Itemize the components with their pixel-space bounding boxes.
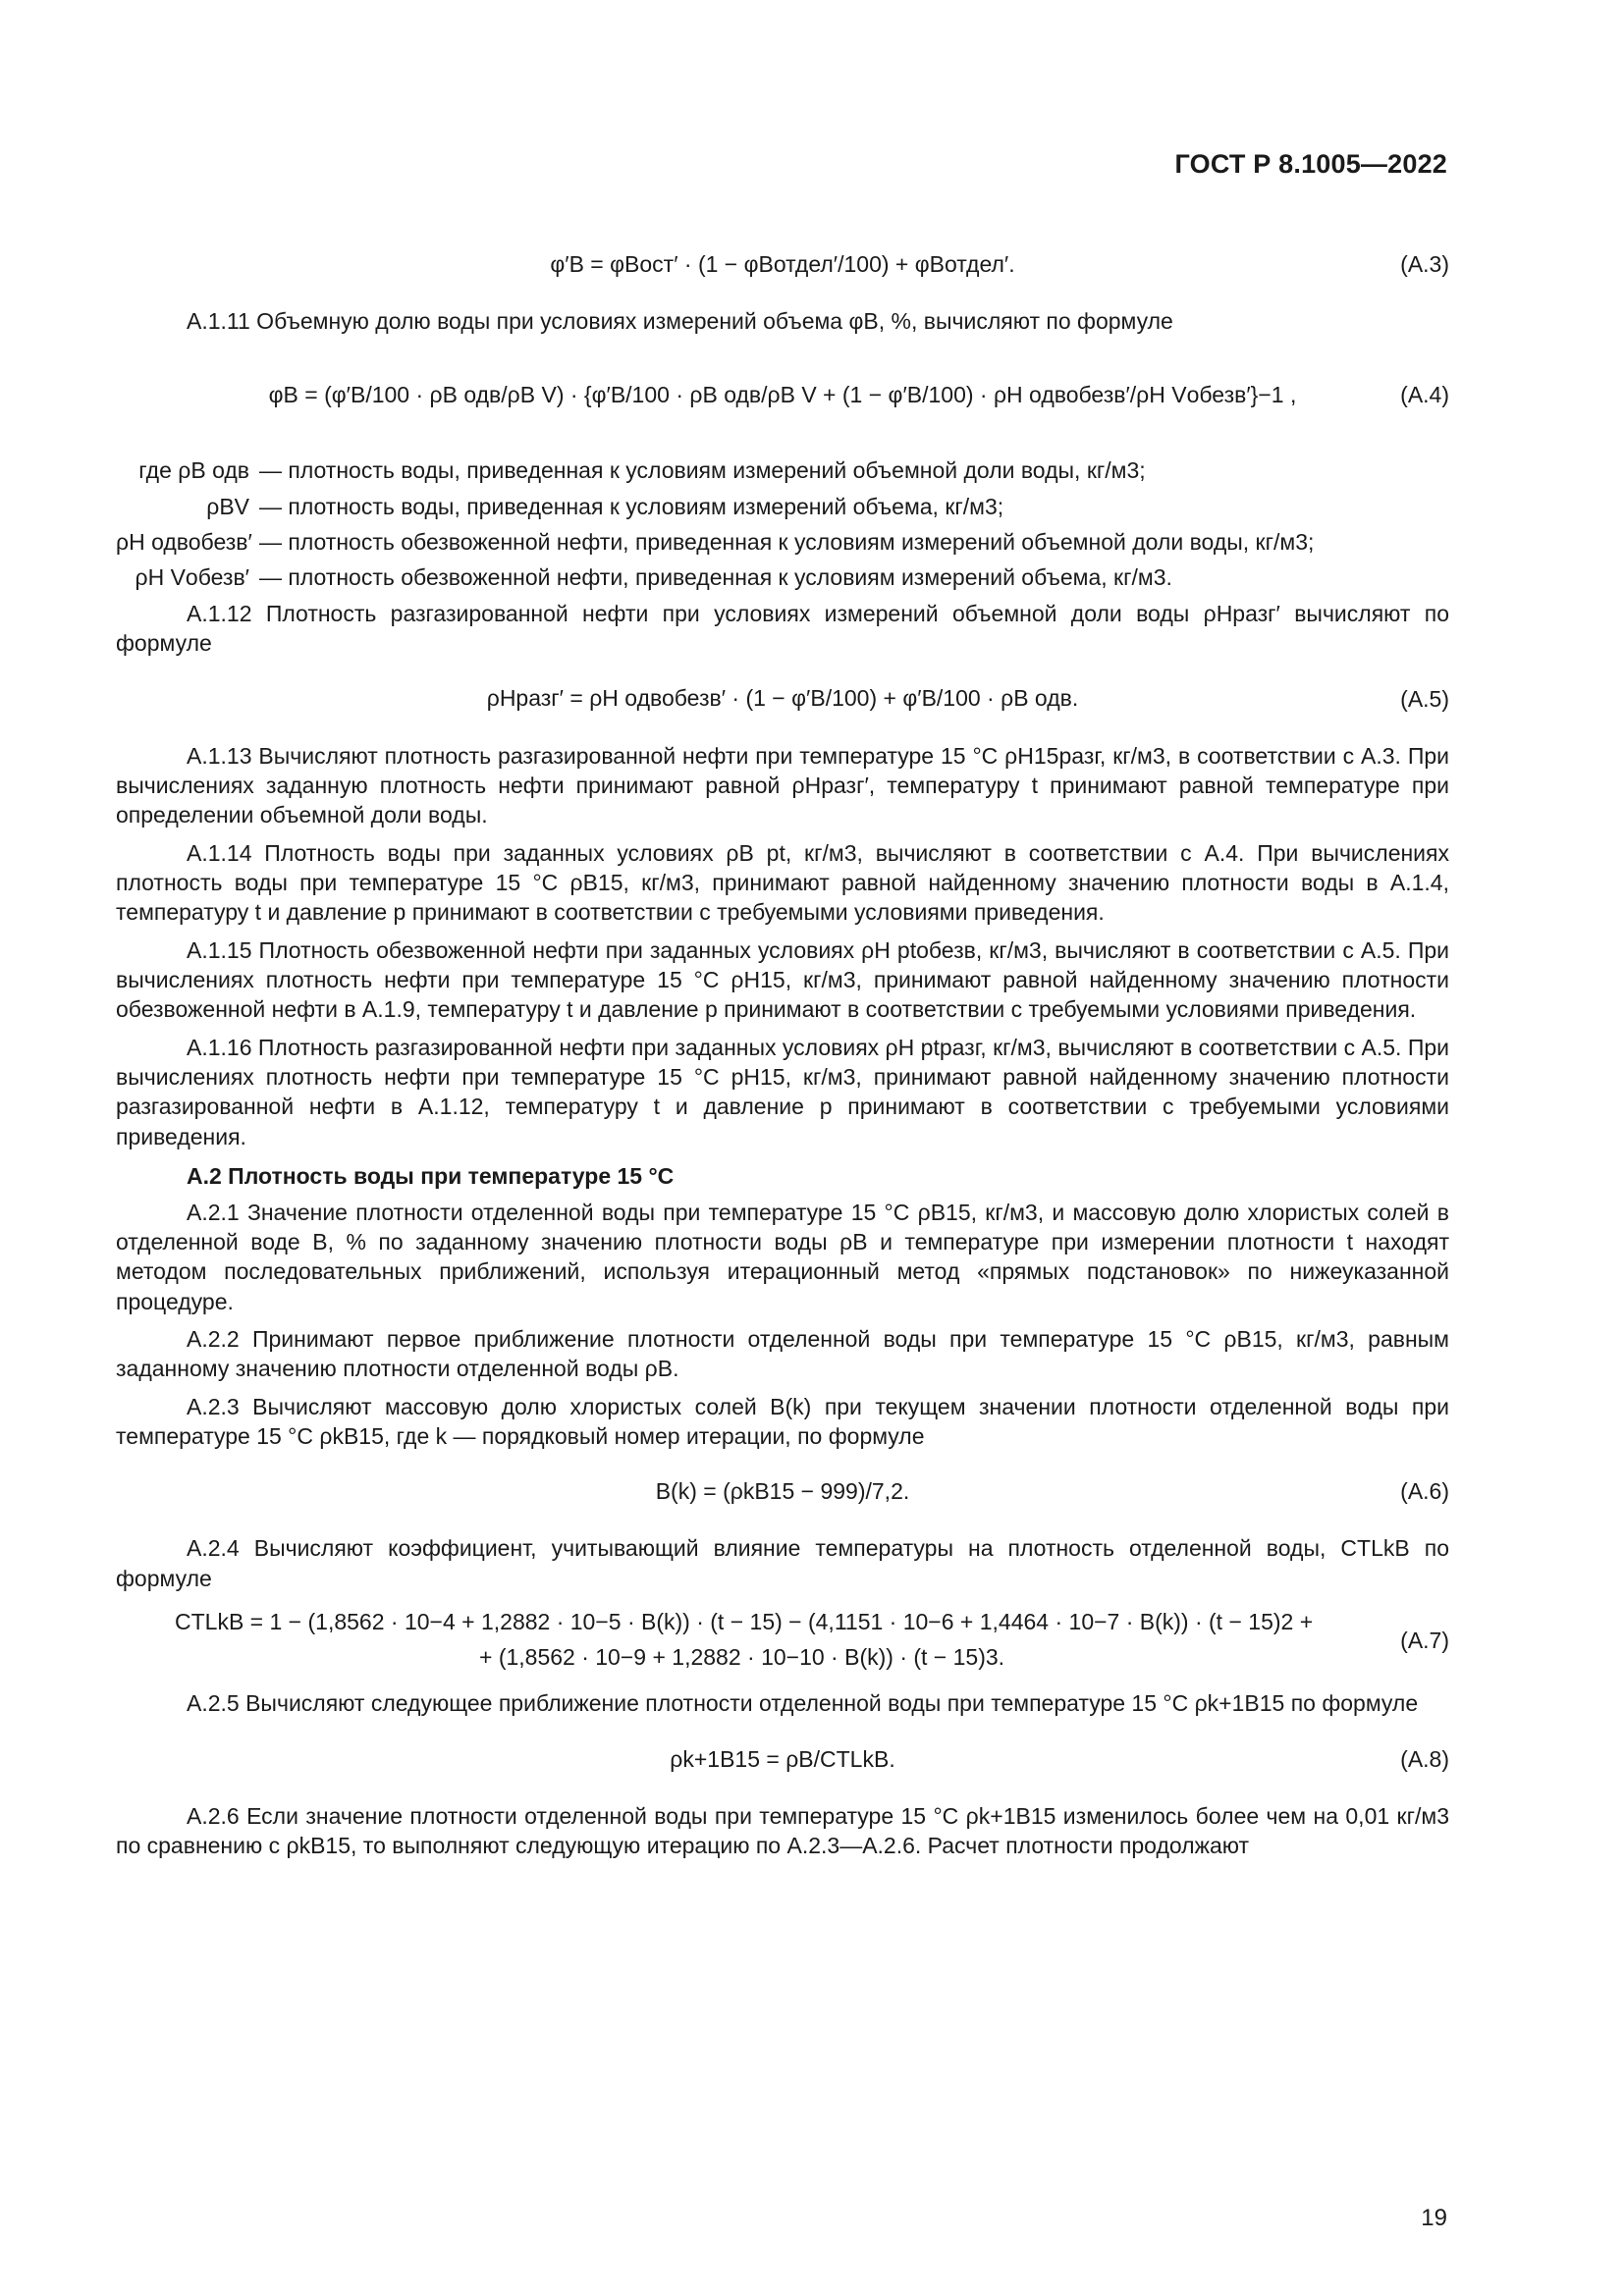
where-description: — плотность воды, приведенная к условиям измерений объема, кг/м3; xyxy=(259,493,1004,519)
where-description: — плотность обезвоженной нефти, приведенная к условиям измерений объема, кг/м3. xyxy=(259,564,1172,591)
formula-a8-number: (А.8) xyxy=(1400,1745,1449,1772)
paragraph-a1-11: А.1.11 Объемную долю воды при условиях измерений объема φВ, %, вычисляют по формуле xyxy=(187,308,1173,334)
paragraph-a2-1: А.2.1 Значение плотности отделенной воды при температуре 15 °С ρВ15, кг/м3, и массовую долю хлористых солей в отделенной воде B, % по заданному значению плотности воды ρВ и температуре при измерении плотности t находят методом последовательных приближений, используя итерационный метод «прямых подстановок» по нижеуказанной процедуре. xyxy=(116,1199,1449,1314)
paragraph-a1-16: А.1.16 Плотность разгазированной нефти при заданных условиях ρН ptразг, кг/м3, вычисляют в соответствии с А.5. При вычислениях плотность нефти при температуре 15 °С pН15, кг/м3, принимают равной найденному значению плотности разгазированной нефти в А.1.12, температуру t и давление p принимают в соответствии с требуемыми условиями приведения. xyxy=(116,1034,1449,1149)
formula-a7 xyxy=(116,1605,1449,1675)
paragraph-a2-4: А.2.4 Вычисляют коэффициент, учитывающий влияние температуры на плотность отделенной воды, CTLkВ по формуле xyxy=(116,1535,1449,1591)
where-description: — плотность воды, приведенная к условиям измерений объемной доли воды, кг/м3; xyxy=(259,457,1146,484)
document-code-header: ГОСТ Р 8.1005—2022 xyxy=(1174,149,1447,179)
formula-a5 xyxy=(116,670,1449,727)
paragraph-a2-2: А.2.2 Принимают первое приближение плотности отделенной воды при температуре 15 °С ρВ15, кг/м3, равным заданному значению плотности отделенной воды ρВ. xyxy=(116,1325,1449,1382)
where-list xyxy=(116,455,1449,592)
formula-a6-number: (А.6) xyxy=(1400,1478,1449,1505)
formula-a4-expression: φВ = (φ′В/100 · ρВ одв/ρВ V) · {φ′В/100 · ρВ одв/ρВ V + (1 − φ′В/100) · ρН одвобезв′/ρН Vобезв′}−1 , xyxy=(268,382,1297,408)
formula-a4-number: (А.4) xyxy=(1400,382,1449,408)
where-item xyxy=(116,492,1449,521)
where-description: — плотность обезвоженной нефти, приведенная к условиям измерений объемной доли воды, кг/м3; xyxy=(259,529,1315,556)
paragraph-a1-12: А.1.12 Плотность разгазированной нефти при условиях измерений объемной доли воды ρНразг′ вычисляют по формуле xyxy=(116,600,1449,657)
formula-a7-number: (А.7) xyxy=(1400,1627,1449,1653)
paragraph-a2-5: А.2.5 Вычисляют следующее приближение плотности отделенной воды при температуре 15 °С ρk+1В15 по формуле xyxy=(187,1690,1419,1717)
formula-a3-expression: φ′В = φВост′ · (1 − φВотдел′/100) + φВотдел′. xyxy=(550,250,1015,277)
formula-a8 xyxy=(116,1731,1449,1788)
section-a2-title: А.2 Плотность воды при температуре 15 °С xyxy=(187,1163,675,1190)
formula-a8-expression: ρk+1В15 = ρВ/CTLkВ. xyxy=(670,1745,895,1772)
where-symbol: ρВV xyxy=(206,493,249,519)
paragraph-a2-6: А.2.6 Если значение плотности отделенной воды при температуре 15 °С ρk+1В15 изменилось более чем на 0,01 кг/м3 по сравнению с ρkВ15, то выполняют следующую итерацию по А.2.3—А.2.6. Расчет плотности продолжают xyxy=(116,1802,1449,1859)
where-item xyxy=(116,562,1449,592)
formula-a3-number: (А.3) xyxy=(1400,250,1449,277)
formula-a7-line-1: CTLkВ = 1 − (1,8562 · 10−4 + 1,2882 · 10−5 · B(k)) · (t − 15) − (4,1151 · 10−6 + 1,4464 · 10−7 · B(k)) · (t − 15)2 + xyxy=(175,1609,1314,1635)
paragraph-a1-15: А.1.15 Плотность обезвоженной нефти при заданных условиях ρН ptобезв, кг/м3, вычисляют в соответствии с А.5. При вычислениях плотность нефти при температуре 15 °С ρН15, кг/м3, принимают равной найденному значению плотности обезвоженной нефти в А.1.9, температуру t и давление p принимают в соответствии с требуемыми условиями приведения. xyxy=(116,936,1449,1023)
formula-a4 xyxy=(116,347,1449,442)
formula-a7-line-2: + (1,8562 · 10−9 + 1,2882 · 10−10 · B(k)) · (t − 15)3. xyxy=(479,1643,1005,1670)
where-item xyxy=(116,527,1449,557)
where-symbol: ρН одвобезв′ xyxy=(116,529,252,556)
formula-a5-number: (А.5) xyxy=(1400,685,1449,712)
where-item xyxy=(116,455,1449,485)
body-text xyxy=(116,224,1449,1869)
formula-a7-expression xyxy=(175,1605,1313,1675)
page-number: 19 xyxy=(1421,2205,1447,2231)
paragraph-a1-13: А.1.13 Вычисляют плотность разгазированной нефти при температуре 15 °С ρН15разг, кг/м3, в соответствии с А.3. При вычислениях заданную плотность нефти принимают равной ρНразг′, температуру t принимают равной температуре при определении объемной доли воды. xyxy=(116,742,1449,828)
paragraph-a2-3: А.2.3 Вычисляют массовую долю хлористых солей B(k) при текущем значении плотности отделенной воды при температуре 15 °С ρkВ15, где k — порядковый номер итерации, по формуле xyxy=(116,1393,1449,1450)
formula-a6 xyxy=(116,1463,1449,1520)
where-symbol: ρН Vобезв′ xyxy=(135,564,249,591)
formula-a5-expression: ρНразг′ = ρН одвобезв′ · (1 − φ′В/100) + φ′В/100 · ρВ одв. xyxy=(486,685,1079,712)
where-symbol: где ρВ одв xyxy=(138,457,249,484)
formula-a6-expression: B(k) = (ρkВ15 − 999)/7,2. xyxy=(655,1478,910,1505)
formula-a3 xyxy=(116,236,1449,293)
paragraph-a1-14: А.1.14 Плотность воды при заданных условиях ρВ pt, кг/м3, вычисляют в соответствии с А.4. При вычислениях плотность воды при температуре 15 °С ρВ15, кг/м3, принимают равной найденному значению плотности воды в А.1.4, температуру t и давление p принимают в соответствии с требуемыми условиями приведения. xyxy=(116,839,1449,926)
